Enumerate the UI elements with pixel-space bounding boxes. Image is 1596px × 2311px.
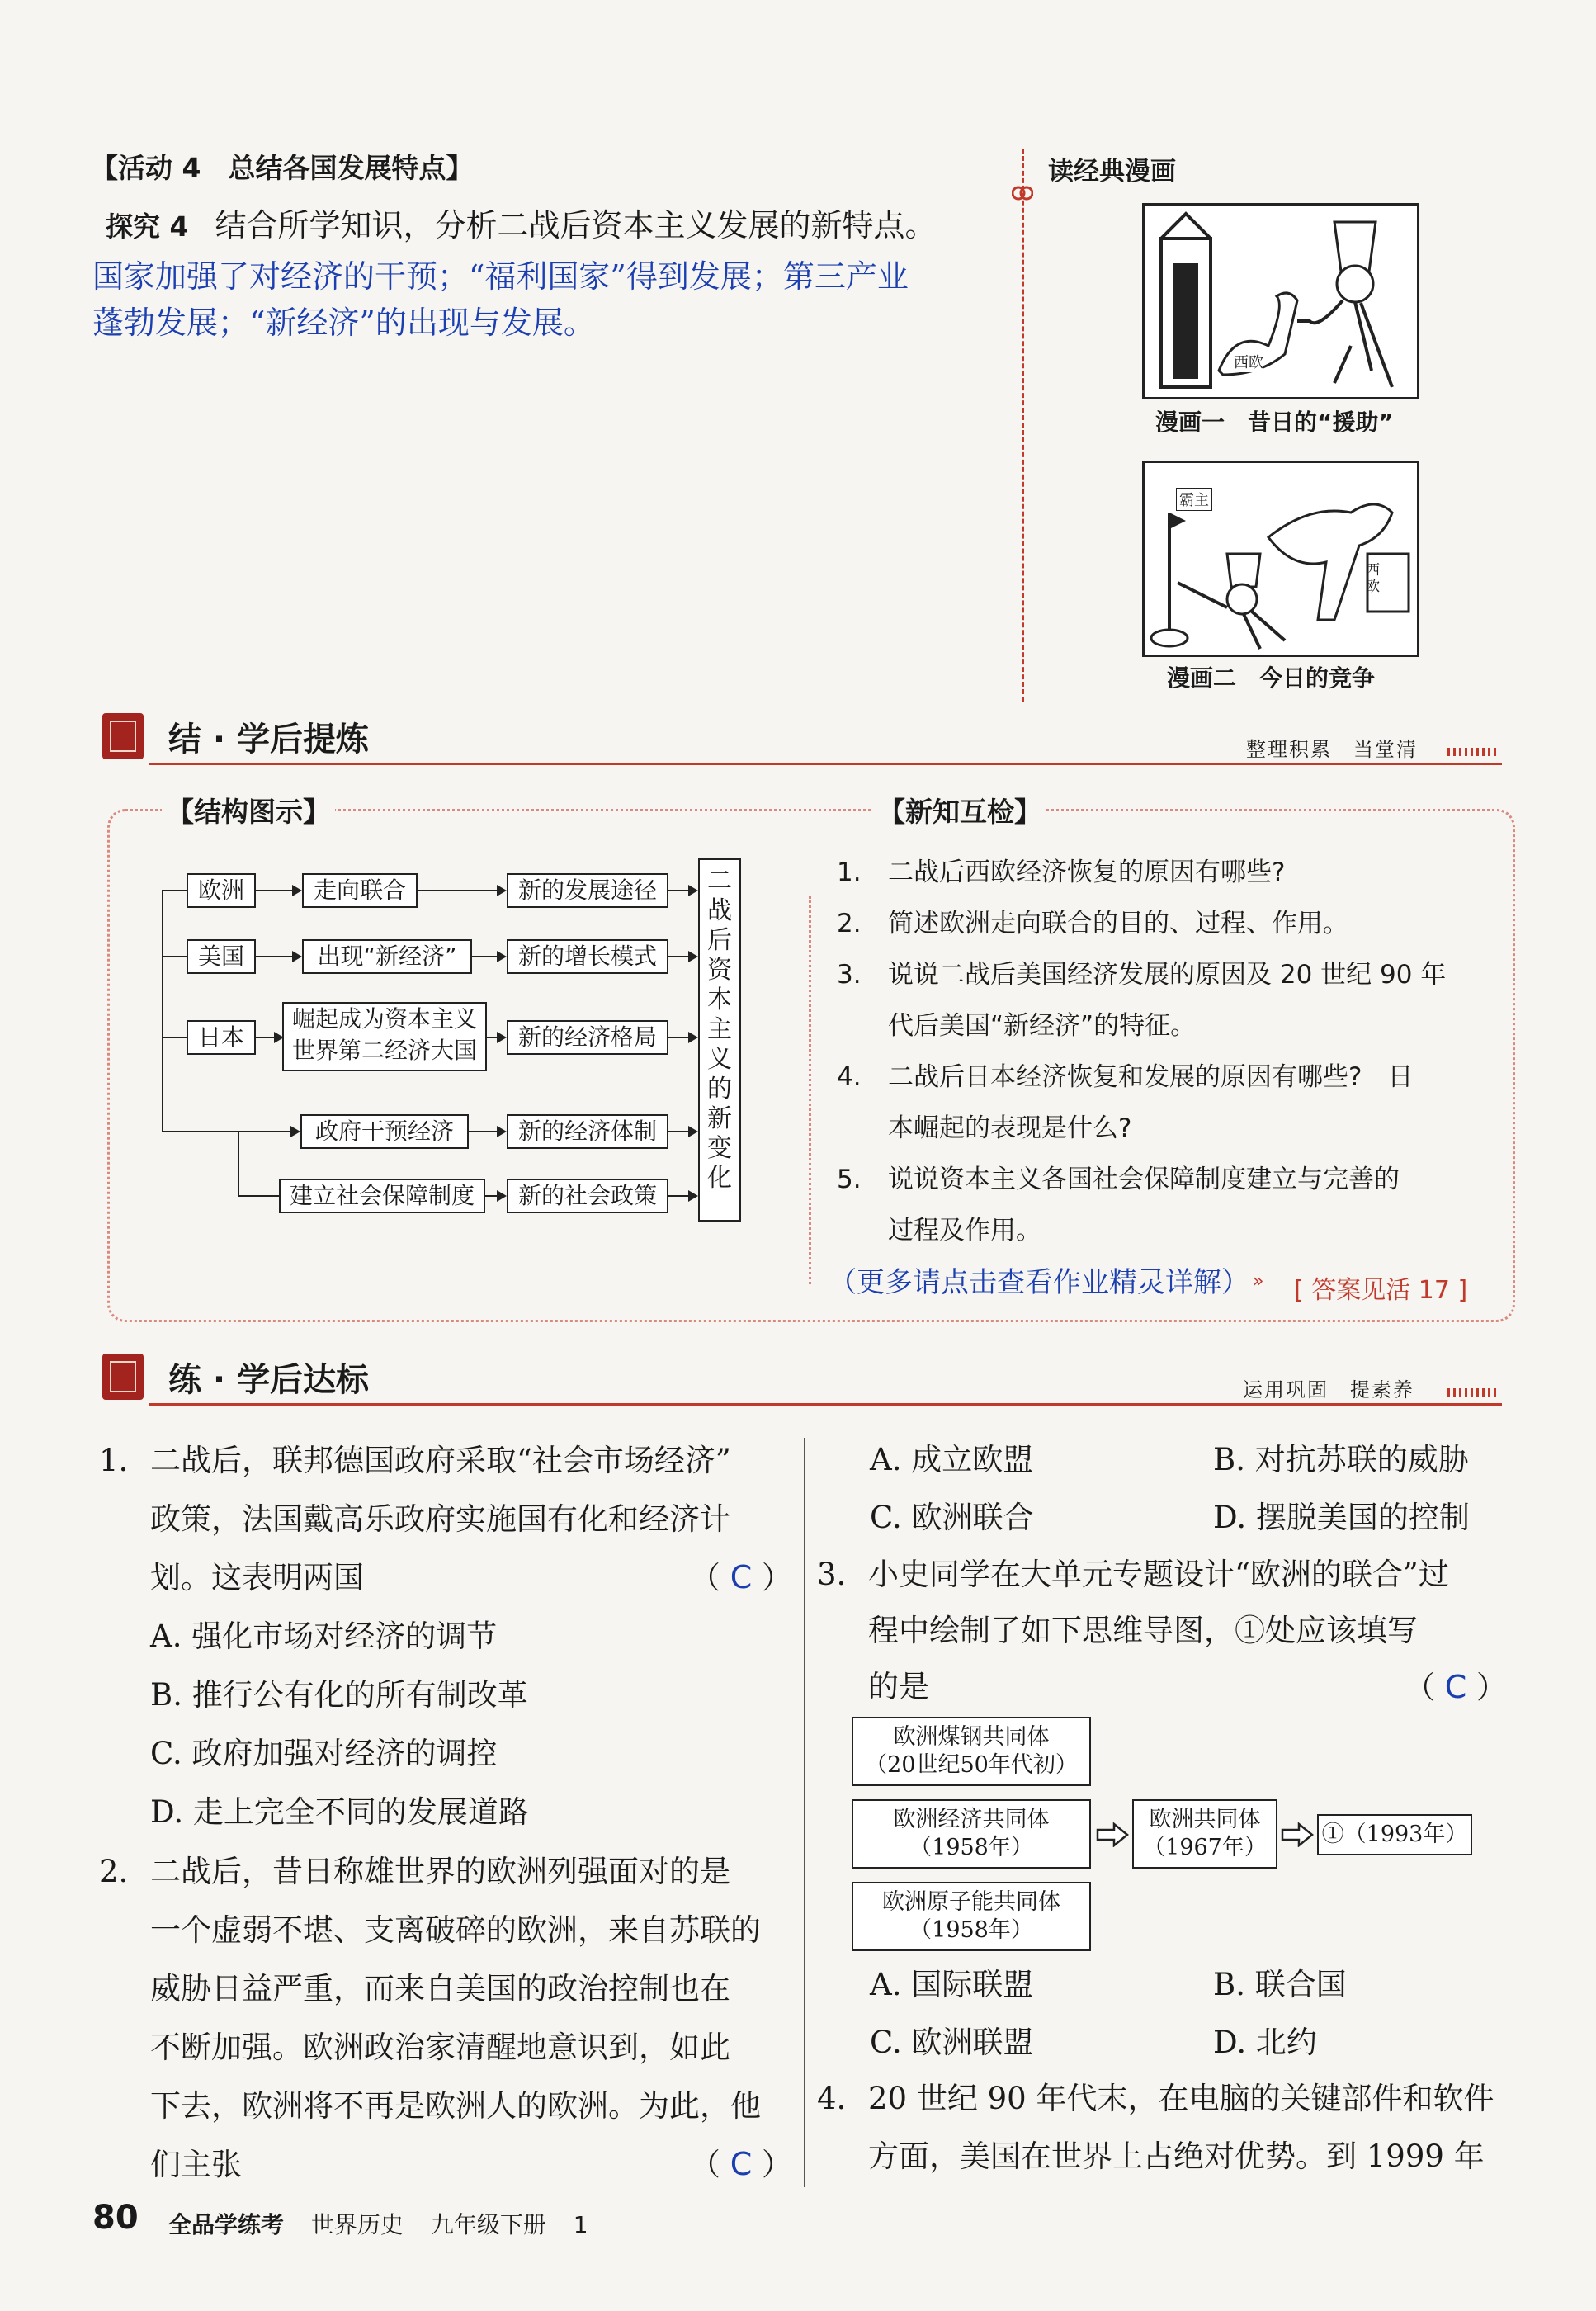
q3-option: C. 欧洲联盟 xyxy=(870,2025,1034,2060)
conclusion-char: 的 xyxy=(707,1075,732,1104)
question-2 xyxy=(99,1842,792,2194)
check-question-text: 简述欧洲走向联合的目的、过程、作用。 xyxy=(888,909,1348,938)
map-blank: ①（1993年） xyxy=(1317,1814,1472,1855)
q1-line: 政策，法国戴高乐政府实施国有化和经济计 xyxy=(150,1501,730,1537)
check-question-5 xyxy=(837,1154,1446,1205)
box-new-policy: 新的社会政策 xyxy=(507,1179,668,1213)
map-eec-name: 欧洲经济共同体 xyxy=(893,1807,1050,1832)
comics-header: 读经典漫画 xyxy=(1048,157,1176,187)
practice-section-tagline: 运用巩固 提素养 xyxy=(1243,1378,1414,1401)
comic-1-image xyxy=(1142,203,1419,399)
box-toward-union: 走向联合 xyxy=(302,873,418,908)
q2-option: A. 成立欧盟 xyxy=(870,1442,1034,1477)
check-questions xyxy=(837,847,1446,1256)
question-1 xyxy=(99,1431,792,1841)
comic-1-tag: 西欧 xyxy=(1234,351,1263,372)
q3-answer-blank: （ C ） xyxy=(1404,1669,1507,1705)
footer-grade: 九年级下册 xyxy=(430,2211,546,2238)
box-new-path: 新的发展途径 xyxy=(507,873,668,908)
map-eec-year: （1958年） xyxy=(909,1835,1033,1860)
comic-2-tag-top: 霸主 xyxy=(1176,488,1212,511)
box-new-system: 新的经济体制 xyxy=(507,1114,668,1149)
check-question-text: 过程及作用。 xyxy=(888,1216,1041,1245)
map-ec-name: 欧洲共同体 xyxy=(1149,1807,1261,1832)
q3-line: 小史同学在大单元专题设计“欧洲的联合”过 xyxy=(868,1557,1449,1592)
answer-ref: [ 答案见活 17 ] xyxy=(1294,1276,1468,1305)
page-number: 80 xyxy=(92,2199,139,2237)
q2-line: 下去，欧洲将不再是欧洲人的欧洲。为此，他 xyxy=(150,2088,761,2124)
comic-1-caption: 漫画一 昔日的“援助” xyxy=(1155,409,1394,436)
map-ecsc-year: （20世纪50年代初） xyxy=(865,1752,1078,1778)
answer-ref-arrow-icon: » xyxy=(1253,1271,1264,1292)
footer-info xyxy=(168,2207,588,2240)
answer-line-1: 国家加强了对经济的干预；“福利国家”得到发展；第三产业 xyxy=(92,258,909,295)
comic-2-caption: 漫画二 今日的竞争 xyxy=(1167,664,1376,692)
check-question-text: 代后美国“新经济”的特征。 xyxy=(888,1011,1197,1041)
q4-line: 20 世纪 90 年代末，在电脑的关键部件和软件 xyxy=(868,2081,1494,2116)
footer-book: 全品学练考 xyxy=(168,2211,285,2238)
check-question-number: 3. xyxy=(837,960,862,990)
section-underline xyxy=(149,1403,1502,1406)
box-social-security: 建立社会保障制度 xyxy=(279,1179,485,1213)
q2-line: 不断加强。欧洲政治家清醒地意识到，如此 xyxy=(150,2030,730,2065)
box-new-economy: 出现“新经济” xyxy=(302,939,472,974)
check-question-text: 二战后西欧经济恢复的原因有哪些? xyxy=(888,858,1286,887)
conclusion-char: 资 xyxy=(707,956,732,985)
comic-2-image xyxy=(1142,461,1419,657)
comic-1-drawing xyxy=(1145,206,1417,397)
summary-section-tagline: 整理积累 当堂清 xyxy=(1246,738,1418,761)
box-japan-rise-line-2: 世界第二经济大国 xyxy=(291,1037,477,1064)
q1-option: B. 推行公有化的所有制改革 xyxy=(150,1677,528,1713)
check-question-2 xyxy=(837,898,1446,949)
q2-options xyxy=(870,1431,1513,1547)
box-japan-rise xyxy=(282,1002,487,1071)
conclusion-char: 主 xyxy=(707,1015,732,1044)
structure-title: 【结构图示】 xyxy=(162,791,335,829)
q4-number: 4. xyxy=(817,2081,847,2116)
more-details-link[interactable]: （更多请点击查看作业精灵详解） xyxy=(829,1266,1249,1299)
hollow-arrow-icon xyxy=(1281,1822,1314,1850)
practice-section-title: 练 · 学后达标 xyxy=(168,1361,370,1399)
q1-answer: C xyxy=(730,1559,753,1595)
section-seal-icon xyxy=(102,1354,144,1400)
box-new-growth: 新的增长模式 xyxy=(507,939,668,974)
box-new-pattern: 新的经济格局 xyxy=(507,1020,668,1055)
map-ecsc-name: 欧洲煤钢共同体 xyxy=(893,1724,1050,1750)
conclusion-char: 二 xyxy=(707,867,732,896)
check-question-number: 2. xyxy=(837,909,862,938)
q1-option: C. 政府加强对经济的调控 xyxy=(150,1736,498,1771)
questions-divider xyxy=(809,896,811,1284)
box-japan-rise-line-1: 崛起成为资本主义 xyxy=(291,1005,477,1033)
q1-number: 1. xyxy=(99,1443,129,1478)
check-question-3 xyxy=(837,949,1446,1000)
conclusion-char: 后 xyxy=(707,926,732,955)
conclusion-char: 义 xyxy=(707,1045,732,1074)
q2-line: 威胁日益严重，而来自美国的政治控制也在 xyxy=(150,1971,730,2006)
check-question-text: 本崛起的表现是什么? xyxy=(888,1113,1132,1143)
q1-line: 划。这表明两国 xyxy=(150,1560,364,1595)
explore-question: 结合所学知识，分析二战后资本主义发展的新特点。 xyxy=(215,207,937,243)
footer-subject: 世界历史 xyxy=(310,2211,404,2238)
q1-option: D. 走上完全不同的发展道路 xyxy=(150,1794,529,1830)
q3-option: A. 国际联盟 xyxy=(870,1967,1034,2002)
conclusion-char: 本 xyxy=(707,985,732,1014)
check-question-number: 5. xyxy=(837,1165,862,1194)
q2-line: 们主张 xyxy=(150,2147,242,2182)
answer-line-2: 蓬勃发展；“新经济”的出现与发展。 xyxy=(92,305,595,341)
footer-extra: 1 xyxy=(573,2211,588,2238)
q3-number: 3. xyxy=(817,1557,847,1592)
check-question-4 xyxy=(837,1052,1446,1103)
check-question-text: 说说二战后美国经济发展的原因及 20 世纪 90 年 xyxy=(888,960,1447,990)
q2-option: C. 欧洲联合 xyxy=(870,1500,1034,1535)
q2-answer: C xyxy=(730,2146,753,2182)
explore-label: 探究 4 xyxy=(106,210,189,243)
q2-number: 2. xyxy=(99,1854,129,1889)
comics-divider xyxy=(1022,149,1024,702)
tagline-stripe xyxy=(1447,1388,1499,1397)
q3-option: B. 联合国 xyxy=(1213,1967,1347,2002)
q2-line: 二战后，昔日称雄世界的欧洲列强面对的是 xyxy=(150,1854,730,1889)
box-gov-intervention: 政府干预经济 xyxy=(300,1114,469,1149)
conclusion-char: 化 xyxy=(707,1164,732,1193)
check-question-number: 4. xyxy=(837,1062,862,1092)
check-title: 【新知互检】 xyxy=(873,791,1046,829)
q4-line: 方面，美国在世界上占绝对优势。到 1999 年 xyxy=(868,2139,1485,2174)
comic-2-tag-side: 西欧 xyxy=(1366,562,1380,595)
column-divider xyxy=(804,1438,805,2187)
hollow-arrow-icon xyxy=(1096,1822,1129,1850)
q1-answer-blank: （ C ） xyxy=(689,1559,792,1595)
check-question-1 xyxy=(837,847,1446,898)
q3-options xyxy=(870,1956,1513,2072)
conclusion-char: 变 xyxy=(707,1134,732,1163)
q3-option: D. 北约 xyxy=(1213,2025,1317,2060)
q3-line: 程中绘制了如下思维导图，①处应该填写 xyxy=(868,1613,1418,1648)
section-seal-icon xyxy=(102,713,144,759)
question-4 xyxy=(817,2070,1507,2186)
box-europe: 欧洲 xyxy=(187,873,256,908)
q2-option: D. 摆脱美国的控制 xyxy=(1213,1500,1470,1535)
map-euratom-name: 欧洲原子能共同体 xyxy=(882,1889,1060,1915)
map-ec-year: （1967年） xyxy=(1143,1835,1267,1860)
q3-line: 的是 xyxy=(868,1669,929,1704)
map-ec xyxy=(1132,1799,1277,1869)
check-question-number: 1. xyxy=(837,858,862,887)
question-3 xyxy=(817,1547,1507,1715)
q3-answer: C xyxy=(1444,1669,1467,1705)
box-usa: 美国 xyxy=(187,939,256,974)
box-conclusion xyxy=(698,858,741,1222)
map-ecsc xyxy=(852,1717,1091,1786)
check-question-text: 说说资本主义各国社会保障制度建立与完善的 xyxy=(888,1165,1400,1194)
map-eec xyxy=(852,1799,1091,1869)
q1-option: A. 强化市场对经济的调节 xyxy=(150,1619,498,1654)
conclusion-char: 战 xyxy=(707,896,732,925)
q2-answer-blank: （ C ） xyxy=(689,2146,792,2182)
box-japan: 日本 xyxy=(187,1020,256,1055)
tagline-stripe xyxy=(1447,748,1499,756)
map-euratom-year: （1958年） xyxy=(909,1917,1033,1943)
q2-option: B. 对抗苏联的威胁 xyxy=(1213,1442,1469,1477)
q1-line: 二战后，联邦德国政府采取“社会市场经济” xyxy=(150,1443,731,1478)
map-euratom xyxy=(852,1882,1091,1951)
diagram-trunk-line xyxy=(162,890,163,1131)
binder-ring-icon xyxy=(1012,183,1032,203)
check-question-text: 二战后日本经济恢复和发展的原因有哪些? 日 xyxy=(888,1062,1414,1092)
summary-section-title: 结 · 学后提炼 xyxy=(168,721,370,759)
q2-line: 一个虚弱不堪、支离破碎的欧洲，来自苏联的 xyxy=(150,1912,761,1948)
activity-title: 【活动 4 总结各国发展特点】 xyxy=(91,152,474,184)
conclusion-char: 新 xyxy=(707,1104,732,1133)
section-underline xyxy=(149,763,1502,765)
